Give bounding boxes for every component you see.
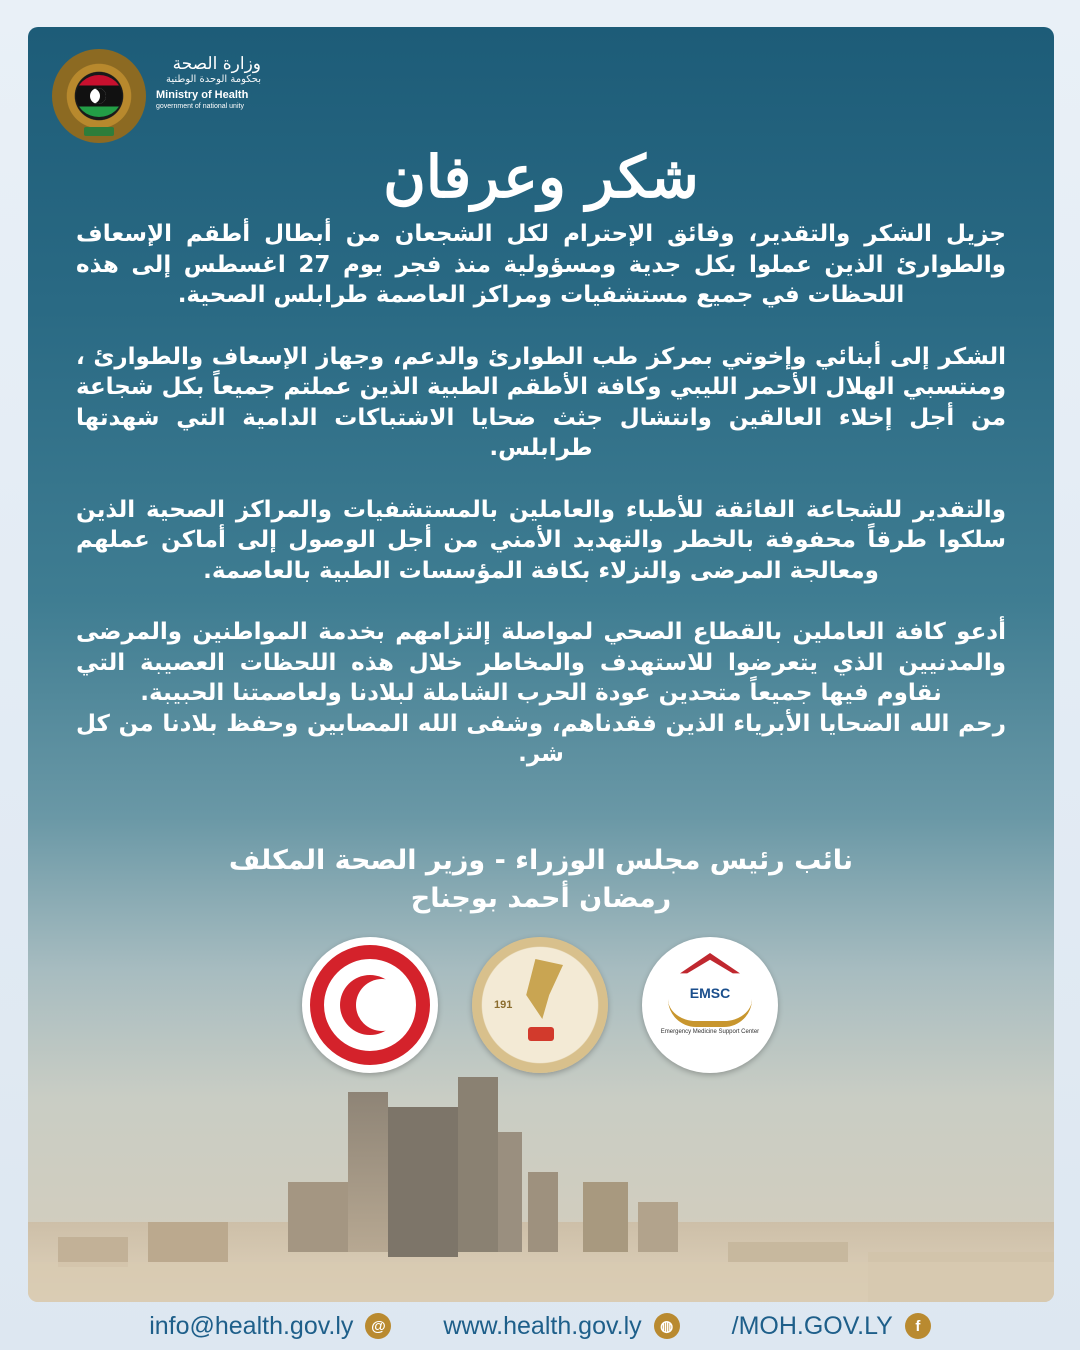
- signature-block: [28, 842, 1054, 918]
- page-title: شكر وعرفان: [383, 143, 699, 211]
- footer-facebook[interactable]: [732, 1312, 931, 1341]
- partner-logos: [28, 937, 1054, 1087]
- ministry-name-en: Ministry of Health: [156, 89, 249, 101]
- emsc-label: EMSC: [689, 985, 731, 1001]
- letter-body: [76, 219, 1006, 801]
- facebook-text[interactable]: /MOH.GOV.LY: [731, 1311, 893, 1340]
- hands-icon: [668, 999, 752, 1027]
- ministry-name-ar: وزارة الصحة: [172, 54, 261, 74]
- at-sign-icon: @: [365, 1313, 391, 1339]
- paragraph-5: رحم الله الضحايا الأبرياء الذين فقدناهم، وشفى الله المصابين وحفظ بلادنا من كل شر.: [76, 710, 1006, 767]
- announcement-card: [28, 27, 1054, 1302]
- wing-icon: [517, 959, 563, 1019]
- paragraph-3: والتقدير للشجاعة الفائقة للأطباء والعاملين بالمستشفيات والمراكز الصحية الذين سلكوا طرقاً محفوفة بالخطر والتهديد الأمني من أجل الوصول إلى أماكن عملهم ومعالجة المرضى والنزلاء بكافة المؤسسات الطبية بالعاصمة.: [76, 496, 1006, 584]
- facebook-icon: f: [905, 1313, 931, 1339]
- contact-footer: [0, 1302, 1080, 1350]
- emsc-logo: [642, 937, 778, 1073]
- roof-icon: [680, 953, 740, 987]
- email-text[interactable]: info@health.gov.ly: [149, 1311, 354, 1340]
- ambulance-service-logo: [472, 937, 608, 1073]
- ministry-name-en-sub: government of national unity: [156, 103, 244, 110]
- ambulance-number: 191: [494, 999, 513, 1011]
- signature-name: رمضان أحمد بوجناح: [410, 883, 672, 914]
- ministry-emblem-icon: [52, 49, 146, 143]
- footer-email[interactable]: [149, 1312, 391, 1341]
- emsc-subtitle: Emergency Medicine Support Center: [660, 1029, 760, 1035]
- red-crescent-icon: [340, 975, 400, 1035]
- paragraph-1: جزيل الشكر والتقدير، وفائق الإحترام لكل الشجعان من أبطال أطقم الإسعاف والطوارئ الذين عملوا بكل جدية ومسؤولية منذ فجر يوم 27 اغسطس إلى هذه اللحظات في جميع مستشفيات ومراكز العاصمة طرابلس الصحية.: [76, 221, 1007, 308]
- paragraph-2: الشكر إلى أبنائي وإخوتي بمركز طب الطوارئ والدعم، وجهاز الإسعاف والطوارئ ، ومنتسبي الهلال الأحمر الليبي وكافة الأطقم الطبية الذين عملتم جميعاً بكل شجاعة من أجل إخلاء العالقين وانتشال جثث ضحايا الاشتباكات الدامية التي شهدتها طرابلس.: [76, 343, 1006, 461]
- libyan-red-crescent-logo: [302, 937, 438, 1073]
- ambulance-icon: [528, 1027, 554, 1041]
- ministry-name-ar-sub: بحكومة الوحدة الوطنية: [165, 74, 261, 85]
- ministry-name: [156, 55, 306, 111]
- signature-position: نائب رئيس مجلس الوزراء - وزير الصحة المكلف: [228, 845, 854, 876]
- tripoli-skyline-image: [28, 1072, 1054, 1302]
- footer-website[interactable]: [443, 1312, 679, 1341]
- website-text[interactable]: www.health.gov.ly: [443, 1311, 642, 1340]
- globe-icon: ◍: [654, 1313, 680, 1339]
- paragraph-4: أدعو كافة العاملين بالقطاع الصحي لمواصلة إلتزامهم بخدمة المواطنين والمرضى والمدنيين الذي يتعرضوا للاستهدف والمخاطر خلال هذه اللحظات العصيبة التي نقاوم فيها جميعاً متحدين عودة الحرب الشاملة لبلادنا ولعاصمتنا الحبيبة.: [76, 619, 1006, 706]
